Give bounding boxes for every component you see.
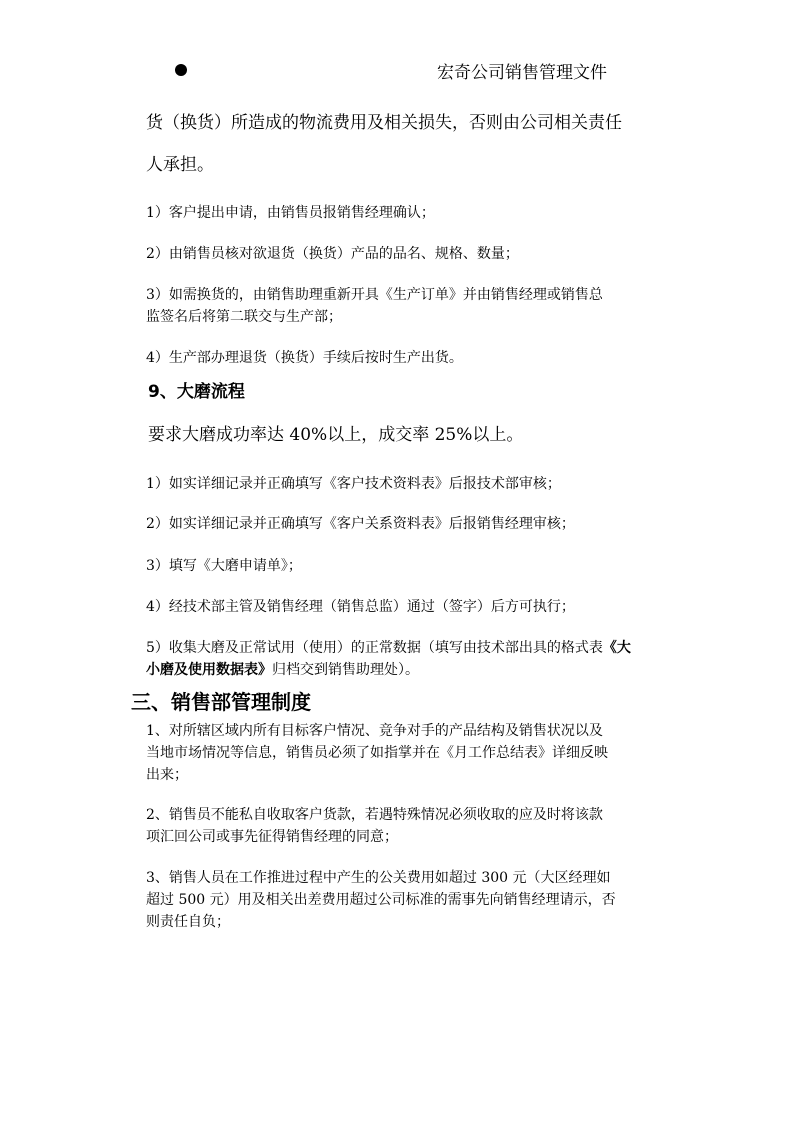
list-item: 3）如需换货的，由销售助理重新开具《生产订单》并由销售经理或销售总 bbox=[146, 287, 603, 303]
list-item-text: 5）收集大磨及正常试用（使用）的正常数据（填写由技术部出具的格式表 bbox=[146, 640, 603, 656]
list-item-bold-text: 小磨及使用数据表》 bbox=[146, 662, 272, 678]
list-item: 1）客户提出申请，由销售员报销售经理确认； bbox=[146, 205, 435, 221]
list-item: 4）经技术部主管及销售经理（销售总监）通过（签字）后方可执行； bbox=[146, 599, 575, 615]
list-item: 3）填写《大磨申请单》； bbox=[146, 558, 302, 574]
paragraph-line: 当地市场情况等信息，销售员必须了如指掌并在《月工作总结表》详细反映 bbox=[146, 745, 608, 761]
paragraph-line: 货（换货）所造成的物流费用及相关损失，否则由公司相关责任 bbox=[146, 113, 622, 133]
paragraph-line: 则责任自负； bbox=[146, 914, 230, 930]
section-heading: 三、销售部管理制度 bbox=[131, 690, 311, 714]
paragraph-line: 出来； bbox=[146, 767, 188, 783]
paragraph-line: 3、销售人员在工作推进过程中产生的公关费用如超过 300 元（大区经理如 bbox=[146, 870, 611, 886]
paragraph-line: 1、对所辖区域内所有目标客户情况、竞争对手的产品结构及销售状况以及 bbox=[146, 723, 603, 739]
section-heading: 9、大磨流程 bbox=[148, 382, 245, 402]
list-item-bold-text: 《大 bbox=[602, 640, 631, 656]
list-item bbox=[146, 637, 631, 657]
list-item: 监签名后将第二联交与生产部； bbox=[146, 309, 342, 325]
requirement-text: 要求大磨成功率达 40%以上，成交率 25%以上。 bbox=[148, 425, 524, 445]
list-item: 4）生产部办理退货（换货）手续后按时生产出货。 bbox=[146, 350, 463, 366]
bullet-icon bbox=[175, 64, 187, 76]
page-header-title: 宏奇公司销售管理文件 bbox=[437, 63, 607, 83]
paragraph-line: 项汇回公司或事先征得销售经理的同意； bbox=[146, 829, 398, 845]
list-item-text: 归档交到销售助理处）。 bbox=[272, 662, 419, 678]
list-item bbox=[146, 659, 419, 679]
paragraph-line: 超过 500 元）用及相关出差费用超过公司标准的需事先向销售经理请示，否 bbox=[146, 892, 616, 908]
paragraph-line: 2、销售员不能私自收取客户货款，若遇特殊情况必须收取的应及时将该款 bbox=[146, 807, 603, 823]
list-item: 2）由销售员核对欲退货（换货）产品的品名、规格、数量； bbox=[146, 246, 519, 262]
list-item: 2）如实详细记录并正确填写《客户关系资料表》后报销售经理审核； bbox=[146, 516, 575, 532]
list-item: 1）如实详细记录并正确填写《客户技术资料表》后报技术部审核； bbox=[146, 476, 561, 492]
paragraph-line: 人承担。 bbox=[146, 155, 214, 175]
